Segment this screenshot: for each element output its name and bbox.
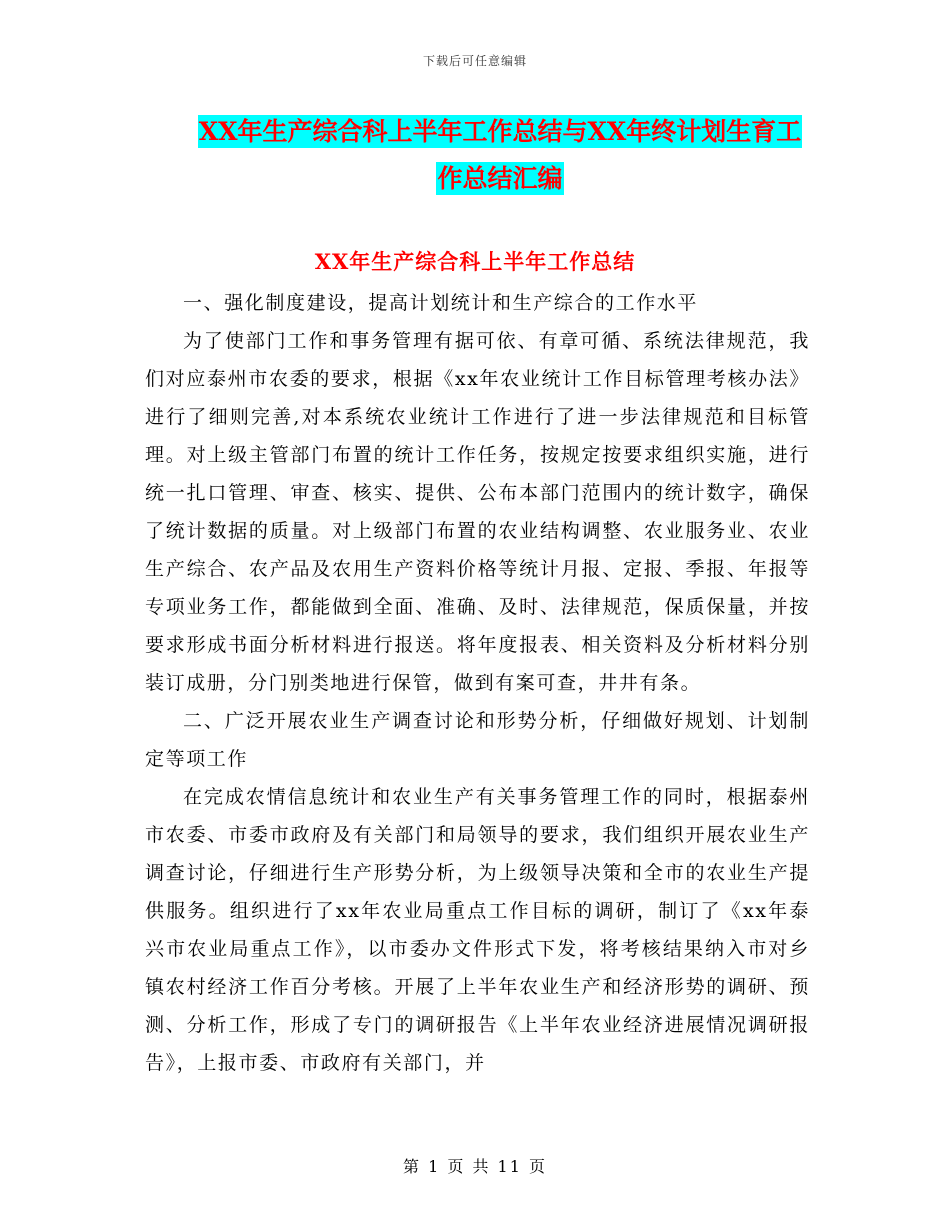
page-number-footer: 第 1 页 共 11 页 — [403, 1157, 547, 1176]
paragraph-two: 在完成农情信息统计和农业生产有关事务管理工作的同时，根据泰州市农委、市委市政府及有关部门和局领导的要求，我们组织开展农业生产调查讨论，仔细进行生产形势分析，为上级领导决策和全市的农业生产提供服务。组织进行了xx年农业局重点工作目标的调研，制订了《xx年泰兴市农业局重点工作》，以市委办文件形式下发，将考核结果纳入市对乡镇农村经济工作百分考核。开展了上半年农业生产和经济形势的调研、预测、分析工作，形成了专门的调研报告《上半年农业经济进展情况调研报告》，上报市委、市政府有关部门，并 — [145, 786, 810, 1074]
body-text — [145, 284, 810, 1082]
paragraph-one: 为了使部门工作和事务管理有据可依、有章可循、系统法律规范，我们对应泰州市农委的要求，根据《xx年农业统计工作目标管理考核办法》进行了细则完善,对本系统农业统计工作进行了进一步法律规范和目标管理。对上级主管部门布置的统计工作任务，按规定按要求组织实施，进行统一扎口管理、审查、核实、提供、公布本部门范围内的统计数字，确保了统计数据的质量。对上级部门布置的农业结构调整、农业服务业、农业生产综合、农产品及农用生产资料价格等统计月报、定报、季报、年报等专项业务工作，都能做到全面、准确、及时、法律规范，保质保量，并按要求形成书面分析材料进行报送。将年度报表、相关资料及分析材料分别装订成册，分门别类地进行保管，做到有案可查，井井有条。 — [145, 330, 810, 694]
page-header-note: 下载后可任意编辑 — [422, 54, 527, 68]
document-title-line-1: XX年生产综合科上半年工作总结与XX年终计划生育工 — [198, 117, 802, 146]
section-title: XX年生产综合科上半年工作总结 — [314, 249, 636, 274]
document-title — [120, 108, 880, 202]
heading-two: 二、广泛开展农业生产调查讨论和形势分析，仔细做好规划、计划制定等项工作 — [145, 710, 810, 770]
heading-one: 一、强化制度建设，提高计划统计和生产综合的工作水平 — [183, 292, 699, 314]
document-title-line-2: 作总结汇编 — [437, 164, 563, 193]
